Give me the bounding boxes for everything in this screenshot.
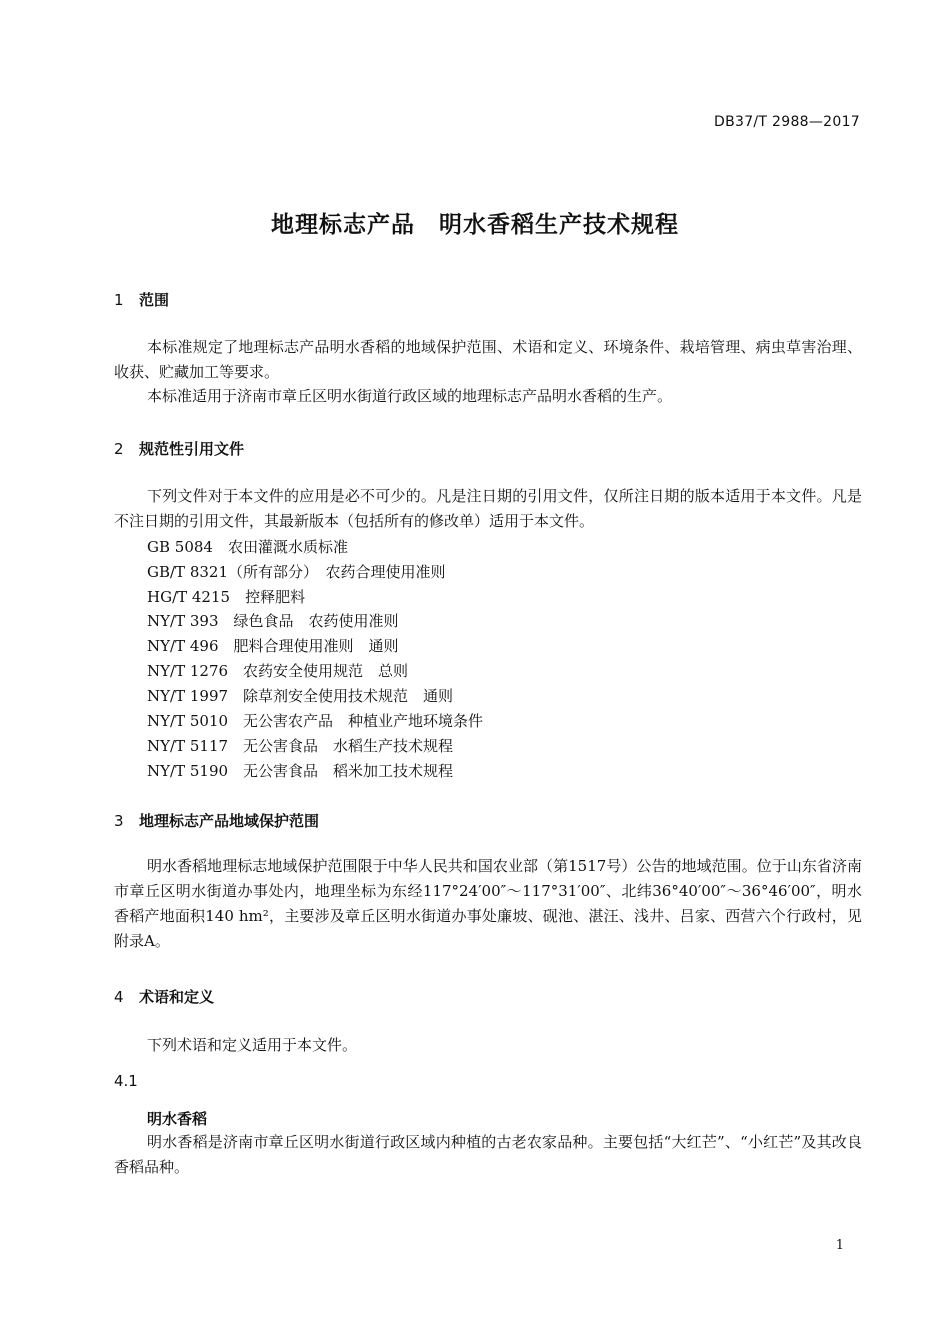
section-1-paragraph-2: 本标准适用于济南市章丘区明水街道行政区域的地理标志产品明水香稻的生产。 <box>147 387 673 405</box>
section-number: 2 <box>114 440 124 458</box>
reference-item: NY/T 393 绿色食品 农药使用准则 <box>147 612 399 630</box>
term-definition: 明水香稻是济南市章丘区明水街道行政区域内种植的古老农家品种。主要包括“大红芒”、“小红芒”及其改良香稻品种。 <box>114 1133 862 1176</box>
reference-item: NY/T 1997 除草剂安全使用技术规范 通则 <box>147 687 454 705</box>
section-title: 地理标志产品地域保护范围 <box>139 812 320 830</box>
document-title: 地理标志产品 明水香稻生产技术规程 <box>271 212 679 238</box>
section-title: 规范性引用文件 <box>139 440 245 458</box>
reference-item: NY/T 496 肥料合理使用准则 通则 <box>147 637 399 655</box>
section-1-paragraph-1: 本标准规定了地理标志产品明水香稻的地域保护范围、术语和定义、环境条件、栽培管理、病虫草害治理、收获、贮藏加工等要求。 <box>114 338 862 381</box>
reference-item: HG/T 4215 控释肥料 <box>147 588 306 606</box>
term-name: 明水香稻 <box>147 1110 208 1128</box>
section-3-paragraph-1: 明水香稻地理标志地域保护范围限于中华人民共和国农业部（第1517号）公告的地域范围。位于山东省济南市章丘区明水街道办事处内，地理坐标为东经117°24′00″～117°31′00″、北纬36°40′00″～36°46′00″，明水香稻产地面积140 hm²，主要涉及章丘区明水街道办事处廉坡、砚池、湛汪、浅井、吕家、西营六个行政村，见附录A。 <box>114 857 862 950</box>
section-number: 1 <box>114 291 124 309</box>
section-2-heading <box>114 438 244 459</box>
reference-item: NY/T 1276 农药安全使用规范 总则 <box>147 662 409 680</box>
section-1-heading <box>114 289 169 310</box>
section-title: 术语和定义 <box>139 988 215 1006</box>
section-number: 3 <box>114 812 124 830</box>
reference-item: NY/T 5190 无公害食品 稻米加工技术规程 <box>147 762 454 780</box>
section-3-heading <box>114 810 319 831</box>
section-4-heading <box>114 986 214 1007</box>
section-4-paragraph-1: 下列术语和定义适用于本文件。 <box>147 1036 358 1054</box>
reference-item: NY/T 5117 无公害食品 水稻生产技术规程 <box>147 737 454 755</box>
standard-code: DB37/T 2988—2017 <box>714 114 860 130</box>
subsection-number: 4.1 <box>114 1072 138 1090</box>
reference-item: GB/T 8321（所有部分） 农药合理使用准则 <box>147 563 446 581</box>
reference-item: NY/T 5010 无公害农产品 种植业产地环境条件 <box>147 712 484 730</box>
section-2-paragraph-1: 下列文件对于本文件的应用是必不可少的。凡是注日期的引用文件，仅所注日期的版本适用于本文件。凡是不注日期的引用文件，其最新版本（包括所有的修改单）适用于本文件。 <box>114 487 862 530</box>
page-number: 1 <box>835 1238 844 1253</box>
section-number: 4 <box>114 988 124 1006</box>
reference-item: GB 5084 农田灌溉水质标准 <box>147 538 348 556</box>
section-title: 范围 <box>139 291 170 309</box>
